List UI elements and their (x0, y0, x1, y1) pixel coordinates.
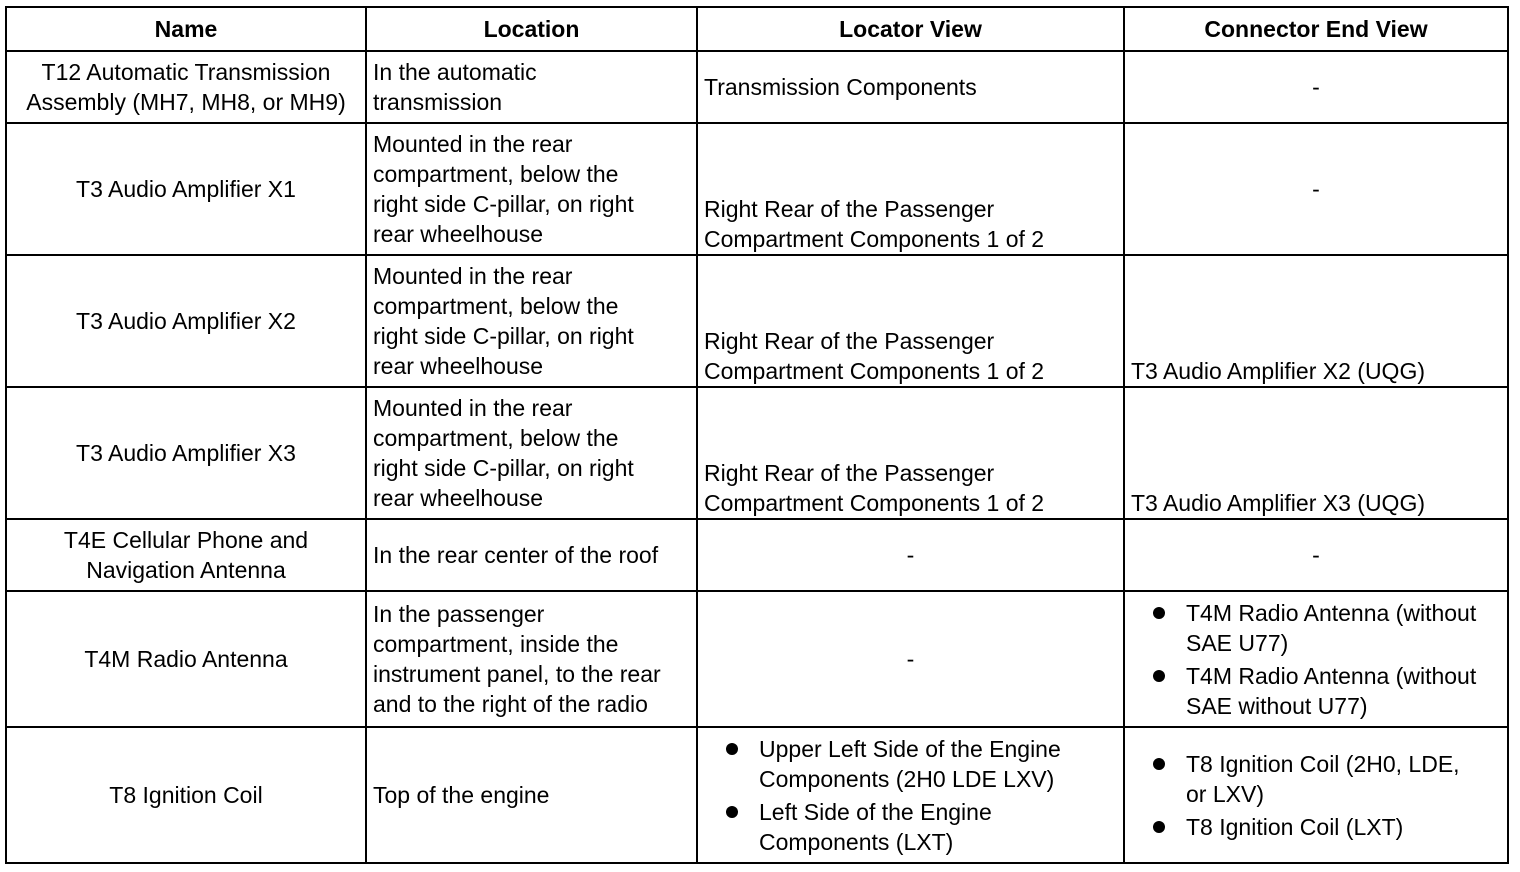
table-row (6, 51, 1508, 123)
cell-text: T3 Audio Amplifier X3 (UQG) (1131, 490, 1425, 516)
header-locator-view: Locator View (697, 7, 1124, 51)
cell-text: - (906, 542, 915, 568)
cell-connector-end-view (1124, 255, 1508, 387)
bullet-list (704, 734, 1117, 857)
cell-text: T3 Audio Amplifier X2 (UQG) (1131, 358, 1425, 384)
cell-text: rear wheelhouse (373, 353, 544, 379)
cell-text: T3 Audio Amplifier X1 (76, 176, 296, 202)
cell-name (6, 387, 366, 519)
cell-connector-end-view (1124, 519, 1508, 591)
list-item (1131, 598, 1501, 658)
cell-text: compartment, inside the (373, 631, 619, 657)
cell-connector-end-view (1124, 51, 1508, 123)
cell-location (366, 727, 697, 863)
table-row (6, 387, 1508, 519)
cell-text: instrument panel, to the rear (373, 661, 661, 687)
header-name: Name (6, 7, 366, 51)
cell-location (366, 51, 697, 123)
table-row (6, 255, 1508, 387)
header-row (6, 7, 1508, 51)
bullet-icon (726, 806, 738, 818)
cell-text: Mounted in the rear (373, 131, 573, 157)
list-item (1131, 812, 1501, 842)
cell-locator-view (697, 727, 1124, 863)
cell-location (366, 123, 697, 255)
cell-text: T4M Radio Antenna (84, 646, 288, 672)
cell-text: compartment, below the (373, 161, 619, 187)
cell-text: rear wheelhouse (373, 485, 544, 511)
cell-connector-end-view (1124, 727, 1508, 863)
cell-locator-view (697, 51, 1124, 123)
list-item (704, 734, 1117, 794)
cell-locator-view (697, 519, 1124, 591)
cell-location (366, 519, 697, 591)
list-item (1131, 749, 1501, 809)
cell-text: - (906, 646, 915, 672)
cell-text: Compartment Components 1 of 2 (704, 358, 1045, 384)
cell-text: T4E Cellular Phone and (63, 527, 309, 553)
cell-connector-end-view (1124, 123, 1508, 255)
cell-text: Right Rear of the Passenger (704, 328, 995, 354)
cell-text: right side C-pillar, on right (373, 455, 634, 481)
cell-text: In the rear center of the roof (373, 542, 659, 568)
cell-name (6, 51, 366, 123)
cell-text: - (1312, 542, 1320, 568)
cell-text: - (1312, 74, 1320, 100)
cell-connector-end-view (1124, 591, 1508, 727)
cell-location (366, 591, 697, 727)
cell-text: T8 Ignition Coil (109, 782, 263, 808)
bullet-icon (1153, 821, 1165, 833)
cell-text: transmission (373, 89, 503, 115)
list-item-text: T8 Ignition Coil (2H0, LDE, (1186, 750, 1460, 777)
cell-text: Navigation Antenna (86, 557, 286, 583)
connector-location-table (5, 6, 1509, 864)
list-item-text: T4M Radio Antenna (without (1186, 662, 1477, 689)
cell-text: Compartment Components 1 of 2 (704, 226, 1045, 252)
cell-name (6, 255, 366, 387)
cell-text: compartment, below the (373, 293, 619, 319)
cell-text: Top of the engine (373, 782, 550, 808)
cell-text: right side C-pillar, on right (373, 323, 634, 349)
cell-text: rear wheelhouse (373, 221, 544, 247)
header-location: Location (366, 7, 697, 51)
list-item (704, 797, 1117, 857)
cell-text: T3 Audio Amplifier X2 (76, 308, 296, 334)
cell-locator-view (697, 255, 1124, 387)
list-item-text: SAE U77) (1186, 629, 1289, 656)
bullet-icon (1153, 607, 1165, 619)
cell-text: In the automatic (373, 59, 537, 85)
cell-locator-view (697, 123, 1124, 255)
cell-location (366, 387, 697, 519)
cell-text: Mounted in the rear (373, 263, 573, 289)
header-connector-end-view: Connector End View (1124, 7, 1508, 51)
list-item (1131, 661, 1501, 721)
cell-locator-view (697, 591, 1124, 727)
cell-text: - (1312, 176, 1320, 202)
bullet-icon (726, 743, 738, 755)
cell-text: Right Rear of the Passenger (704, 460, 995, 486)
cell-connector-end-view (1124, 387, 1508, 519)
cell-text: Compartment Components 1 of 2 (704, 490, 1045, 516)
cell-text: and to the right of the radio (373, 691, 648, 717)
cell-text: T12 Automatic Transmission (41, 59, 331, 85)
list-item-text: Components (LXT) (759, 828, 954, 855)
cell-text: Mounted in the rear (373, 395, 573, 421)
cell-text: compartment, below the (373, 425, 619, 451)
list-item-text: or LXV) (1186, 780, 1264, 807)
cell-locator-view (697, 387, 1124, 519)
bullet-list (1131, 749, 1501, 842)
table-row (6, 591, 1508, 727)
list-item-text: Components (2H0 LDE LXV) (759, 765, 1055, 792)
cell-name (6, 123, 366, 255)
bullet-icon (1153, 758, 1165, 770)
table-row (6, 123, 1508, 255)
cell-text: right side C-pillar, on right (373, 191, 634, 217)
list-item-text: SAE without U77) (1186, 692, 1368, 719)
cell-text: Assembly (MH7, MH8, or MH9) (26, 89, 346, 115)
list-item-text: Upper Left Side of the Engine (759, 735, 1061, 762)
list-item-text: T8 Ignition Coil (LXT) (1186, 813, 1404, 840)
cell-text: Transmission Components (704, 74, 977, 100)
table-row (6, 519, 1508, 591)
cell-name (6, 591, 366, 727)
bullet-icon (1153, 670, 1165, 682)
list-item-text: Left Side of the Engine (759, 798, 992, 825)
cell-location (366, 255, 697, 387)
cell-text: Right Rear of the Passenger (704, 196, 995, 222)
cell-name (6, 519, 366, 591)
cell-name (6, 727, 366, 863)
list-item-text: T4M Radio Antenna (without (1186, 599, 1477, 626)
bullet-list (1131, 598, 1501, 721)
cell-text: T3 Audio Amplifier X3 (76, 440, 296, 466)
table-row (6, 727, 1508, 863)
cell-text: In the passenger (373, 601, 545, 627)
